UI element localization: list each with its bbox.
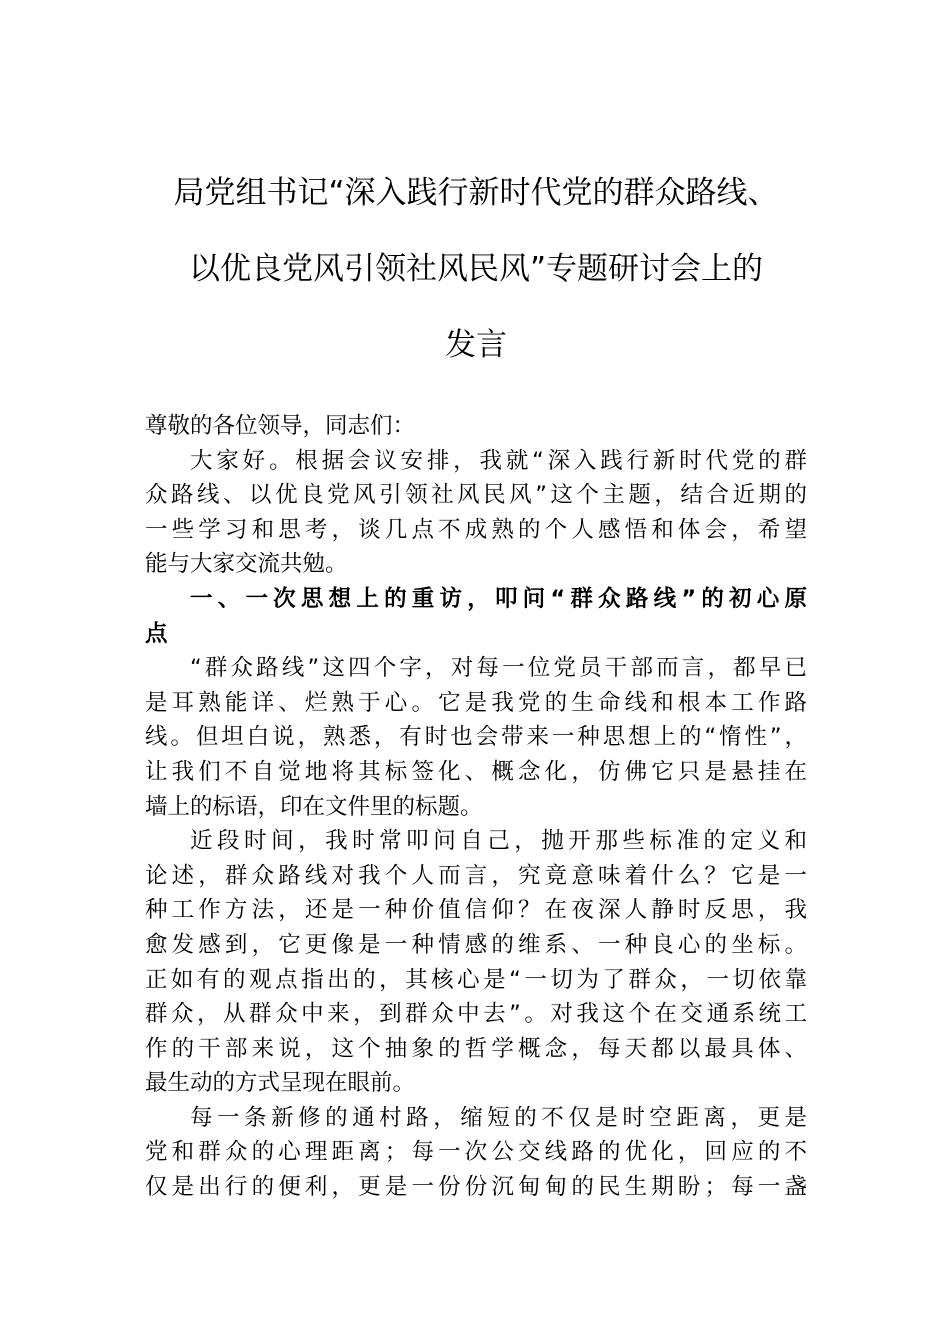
paragraph-line: 能与大家交流共勉。 [145, 551, 348, 578]
heading-line: 一、一次思想上的重访，叩问“群众路线”的初心原 [190, 585, 807, 612]
title-line-2: 以优良党风引领社风民风”专题研讨会上的 [188, 251, 764, 287]
paragraph-line: 最生动的方式呈现在眼前。 [145, 1070, 416, 1097]
paragraph-line: 墙上的标语，印在文件里的标题。 [145, 793, 483, 820]
document-body [145, 409, 807, 1205]
title-line-3: 发言 [445, 327, 507, 363]
paragraph-line: 每一条新修的通村路，缩短的不仅是时空距离，更是 [190, 1104, 807, 1131]
paragraph-line: 愈发感到，它更像是一种情感的维系、一种良心的坐标。 [145, 931, 807, 958]
paragraph-line: 众路线、以优良党风引领社风民风”这个主题，结合近期的 [145, 482, 807, 509]
section-heading-1 [145, 582, 807, 651]
paragraph-greeting [145, 444, 807, 582]
paragraph-line: 是耳熟能详、烂熟于心。它是我党的生命线和根本工作路 [145, 689, 807, 716]
paragraph-line: 群众，从群众中来，到群众中去”。对我这个在交通系统工 [145, 1001, 807, 1028]
paragraph-line: 论述，群众路线对我个人而言，究竟意味着什么？它是一 [145, 862, 807, 889]
paragraph-roads [145, 1101, 807, 1205]
paragraph-line: 种工作方法，还是一种价值信仰？在夜深人静时反思，我 [145, 897, 807, 924]
paragraph-mass-line [145, 651, 807, 824]
paragraph-line: 一些学习和思考，谈几点不成熟的个人感悟和体会，希望 [145, 516, 807, 543]
paragraph-reflection [145, 824, 807, 1101]
paragraph-line: 正如有的观点指出的，其核心是“一切为了群众，一切依靠 [145, 966, 807, 993]
paragraph-line: “群众路线”这四个字，对每一位党员干部而言，都早已 [190, 655, 807, 682]
title-line-1: 局党组书记“深入践行新时代党的群众路线、 [173, 175, 779, 211]
paragraph-line: 作的干部来说，这个抽象的哲学概念，每天都以最具体、 [145, 1035, 807, 1062]
salutation-text: 尊敬的各位领导，同志们： [145, 413, 416, 439]
salutation [145, 409, 807, 444]
heading-line: 点 [145, 620, 168, 647]
paragraph-line: 大家好。根据会议安排，我就“深入践行新时代党的群 [190, 447, 807, 474]
paragraph-line: 让我们不自觉地将其标签化、概念化，仿佛它只是悬挂在 [145, 758, 807, 785]
document-title [145, 174, 807, 365]
paragraph-line: 党和群众的心理距离；每一次公交线路的优化，回应的不 [145, 1139, 807, 1166]
paragraph-line: 近段时间，我时常叩问自己，抛开那些标准的定义和 [190, 828, 807, 855]
paragraph-line: 线。但坦白说，熟悉，有时也会带来一种思想上的“惰性”， [145, 724, 807, 751]
paragraph-line: 仅是出行的便利，更是一份份沉甸甸的民生期盼；每一盏 [145, 1174, 807, 1201]
